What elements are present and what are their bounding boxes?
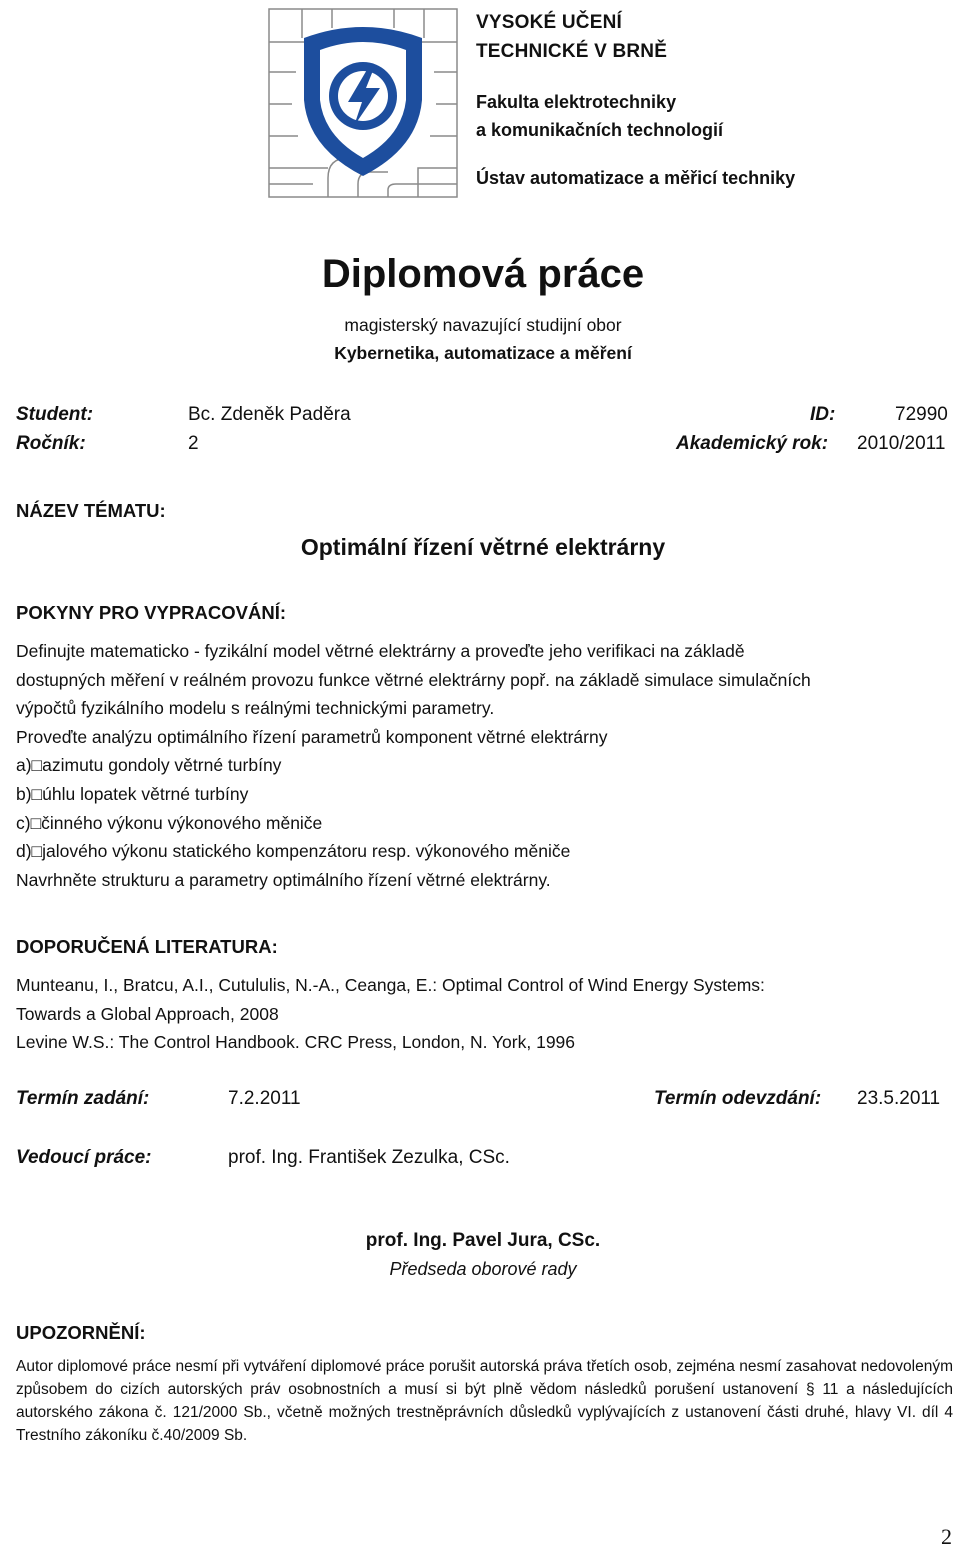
university-name-line2: TECHNICKÉ V BRNĚ bbox=[476, 41, 668, 62]
student-label: Student: bbox=[16, 404, 94, 425]
instructions-list-item: b)□úhlu lopatek větrné turbíny bbox=[16, 783, 249, 804]
literature-line: Towards a Global Approach, 2008 bbox=[16, 1003, 279, 1024]
vut-logo-icon bbox=[268, 8, 458, 198]
faculty-name-line1: Fakulta elektrotechniky bbox=[476, 92, 677, 112]
instructions-body bbox=[16, 637, 951, 894]
supervisor-value: prof. Ing. František Zezulka, CSc. bbox=[228, 1147, 510, 1168]
faculty-name bbox=[476, 88, 723, 144]
topic-heading: NÁZEV TÉMATU: bbox=[16, 500, 166, 521]
warning-text: Autor diplomové práce nesmí při vytváření diplomové práce porušit autorská práva třetích osob, zejména nesmí zasahovat nedovoleným způsobem do cizích autorských práv osobnostních a musí si být plně vědom následků porušení ustanovení § 11 a následujících autorského zákona č. 121/2000 Sb., včetně možných trestněprávních důsledků vyplývajících z ustanovení části druhé, hlavy VI. díl 4 Trestního zákoníku č.40/2009 Sb. bbox=[16, 1358, 953, 1444]
university-name bbox=[476, 8, 667, 66]
assigned-date-value: 7.2.2011 bbox=[228, 1088, 301, 1109]
document-title: Diplomová práce bbox=[321, 252, 645, 296]
academic-year-value: 2010/2011 bbox=[857, 433, 946, 454]
instructions-line: Definujte matematicko - fyzikální model větrné elektrárny a proveďte jeho verifikaci na základě bbox=[16, 641, 745, 661]
id-value: 72990 bbox=[895, 404, 948, 425]
due-date-label: Termín odevzdání: bbox=[654, 1088, 822, 1109]
year-value: 2 bbox=[188, 433, 199, 454]
literature-heading: DOPORUČENÁ LITERATURA: bbox=[16, 936, 278, 957]
signature-name: prof. Ing. Pavel Jura, CSc. bbox=[365, 1230, 601, 1251]
due-date-value: 23.5.2011 bbox=[857, 1088, 941, 1109]
year-label: Ročník: bbox=[16, 433, 86, 454]
signature-role: Předseda oborové rady bbox=[389, 1259, 577, 1279]
instructions-line: dostupných měření v reálném provozu funkce větrné elektrárny popř. na základě simulace simulačních bbox=[16, 669, 811, 690]
student-value: Bc. Zdeněk Paděra bbox=[188, 404, 351, 425]
faculty-name-line2: a komunikačních technologií bbox=[476, 120, 724, 140]
university-name-line1: VYSOKÉ UČENÍ bbox=[476, 12, 622, 33]
instructions-line: výpočtů fyzikálního modelu s reálnými technickými parametry. bbox=[16, 698, 495, 719]
instructions-list-item: d)□jalového výkonu statického kompenzátoru resp. výkonového měniče bbox=[16, 841, 571, 862]
instructions-line: Navrhněte strukturu a parametry optimálního řízení větrné elektrárny. bbox=[16, 869, 551, 890]
assigned-date-label: Termín zadání: bbox=[16, 1088, 150, 1109]
university-logo bbox=[268, 8, 458, 198]
supervisor-label: Vedoucí práce: bbox=[16, 1147, 152, 1168]
id-label: ID: bbox=[810, 404, 836, 425]
instructions-list-item: a)□azimutu gondoly větrné turbíny bbox=[16, 755, 282, 776]
instructions-heading: POKYNY PRO VYPRACOVÁNÍ: bbox=[16, 602, 287, 623]
institute-name: Ústav automatizace a měřicí techniky bbox=[476, 168, 796, 188]
instructions-list-item: c)□činného výkonu výkonového měniče bbox=[16, 812, 323, 833]
literature-line: Munteanu, I., Bratcu, A.I., Cutululis, N.-A., Ceanga, E.: Optimal Control of Wind Energy Systems: bbox=[16, 975, 765, 995]
page-number: 2 bbox=[941, 1524, 952, 1549]
topic-title: Optimální řízení větrné elektrárny bbox=[300, 534, 666, 560]
literature-body bbox=[16, 971, 951, 1057]
instructions-line: Proveďte analýzu optimálního řízení parametrů komponent větrné elektrárny bbox=[16, 726, 608, 747]
academic-year-label: Akademický rok: bbox=[676, 433, 829, 454]
study-field: Kybernetika, automatizace a měření bbox=[334, 343, 632, 363]
literature-line: Levine W.S.: The Control Handbook. CRC Press, London, N. York, 1996 bbox=[16, 1032, 576, 1053]
study-program: magisterský navazující studijní obor bbox=[344, 315, 622, 335]
warning-heading: UPOZORNĚNÍ: bbox=[16, 1322, 146, 1343]
